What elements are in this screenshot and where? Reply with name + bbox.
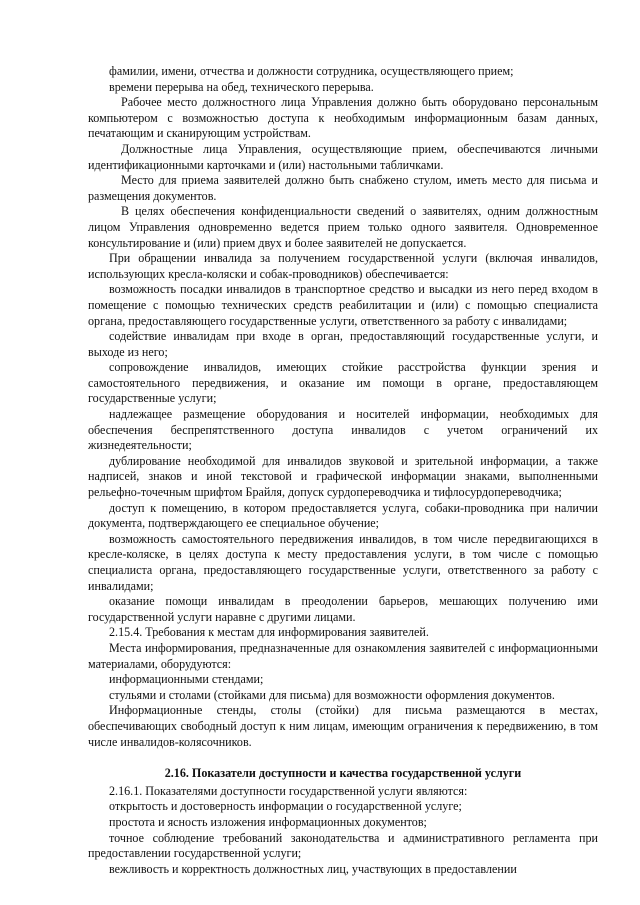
- paragraph: Места информирования, предназначенные для ознакомления заявителей с информационными материалами, оборудуются:: [88, 640, 598, 671]
- paragraph: открытость и достоверность информации о государственной услуге;: [109, 799, 462, 814]
- paragraph: оказание помощи инвалидам в преодолении барьеров, мешающих получению ими государственной услуги наравне с другими лицами.: [88, 594, 598, 624]
- paragraph: Место для приема заявителей должно быть снабжено стулом, иметь место для письма и размещения документов.: [88, 173, 598, 203]
- paragraph: Рабочее место должностного лица Управления должно быть оборудовано персональным компьютером с возможностью доступа к необходимым информационным базам данных, печатающим и сканирующим устройствам.: [88, 95, 598, 141]
- paragraph: сопровождение инвалидов, имеющих стойкие расстройства функции зрения и самостоятельного передвижения, и оказание им помощи в органе, предоставляющем государственные услуги;: [88, 360, 598, 406]
- paragraph: возможность посадки инвалидов в транспортное средство и высадки из него перед входом в помещение с помощью технических средств реабилитации и (или) с помощью специалиста органа, предоставляющего государственные услуги, ответственного за работу с инвалидами;: [88, 282, 598, 328]
- paragraph: надлежащее размещение оборудования и носителей информации, необходимых для обеспечения беспрепятственного доступа инвалидов с учетом ограничений их жизнедеятельности;: [88, 407, 598, 453]
- paragraph: информационными стендами;: [109, 672, 264, 687]
- paragraph: Должностные лица Управления, осуществляющие прием, обеспечиваются личными идентификационными карточками и (или) настольными табличками.: [88, 141, 598, 172]
- paragraph: фамилии, имени, отчества и должности сотрудника, осуществляющего прием;: [109, 64, 514, 78]
- paragraph: 2.15.4. Требования к местам для информирования заявителей.: [109, 625, 429, 640]
- paragraph: вежливость и корректность должностных лиц, участвующих в предоставлении: [109, 861, 517, 876]
- paragraph: точное соблюдение требований законодательства и административного регламента при предоставлении государственной услуги;: [88, 830, 598, 861]
- paragraphs-before-heading: [88, 64, 598, 750]
- paragraph: возможность самостоятельного передвижения инвалидов, в том числе передвигающихся в кресле-коляске, в целях доступа к месту предоставления услуги, в том числе с помощью специалиста органа, предоставляющего государственные услуги, ответственного за работу с инвалидами;: [88, 531, 598, 593]
- paragraph: доступ к помещению, в котором предоставляется услуга, собаки-проводника при наличии документа, подтверждающего ее специальное обучение;: [88, 500, 598, 531]
- paragraphs-after-heading: [88, 784, 598, 878]
- paragraph: простота и ясность изложения информационных документов;: [109, 814, 427, 829]
- document-body: [88, 64, 598, 877]
- page-footer-mark: [284, 896, 344, 900]
- paragraph: содействие инвалидам при входе в орган, предоставляющий государственные услуги, и выходе из него;: [88, 329, 598, 359]
- paragraph: При обращении инвалида за получением государственной услуги (включая инвалидов, использующих кресла-коляски и собак-проводников) обеспечивается:: [88, 251, 598, 281]
- section-heading: 2.16. Показатели доступности и качества государственной услуги: [164, 766, 522, 781]
- paragraph: стульями и столами (стойками для письма) для возможности оформления документов.: [109, 687, 555, 702]
- paragraph: 2.16.1. Показателями доступности государственной услуги являются:: [109, 783, 468, 798]
- paragraph: В целях обеспечения конфиденциальности сведений о заявителях, одним должностным лицом Управления одновременно ведется прием только одного заявителя. Одновременное консультирование и (или) прием двух и более заявителей не допускается.: [88, 204, 598, 250]
- paragraph: времени перерыва на обед, технического перерыва.: [109, 79, 374, 94]
- paragraph: дублирование необходимой для инвалидов звуковой и зрительной информации, а также надписей, знаков и иной текстовой и графической информации знаками, выполненными рельефно-точечным шрифтом Брайля, допуск сурдопереводчика и тифлосурдопереводчика;: [88, 453, 598, 500]
- paragraph: Информационные стенды, столы (стойки) для письма размещаются в местах, обеспечивающих свободный доступ к ним лицам, имеющим ограничения к передвижению, в том числе инвалидов-колясочников.: [88, 703, 598, 749]
